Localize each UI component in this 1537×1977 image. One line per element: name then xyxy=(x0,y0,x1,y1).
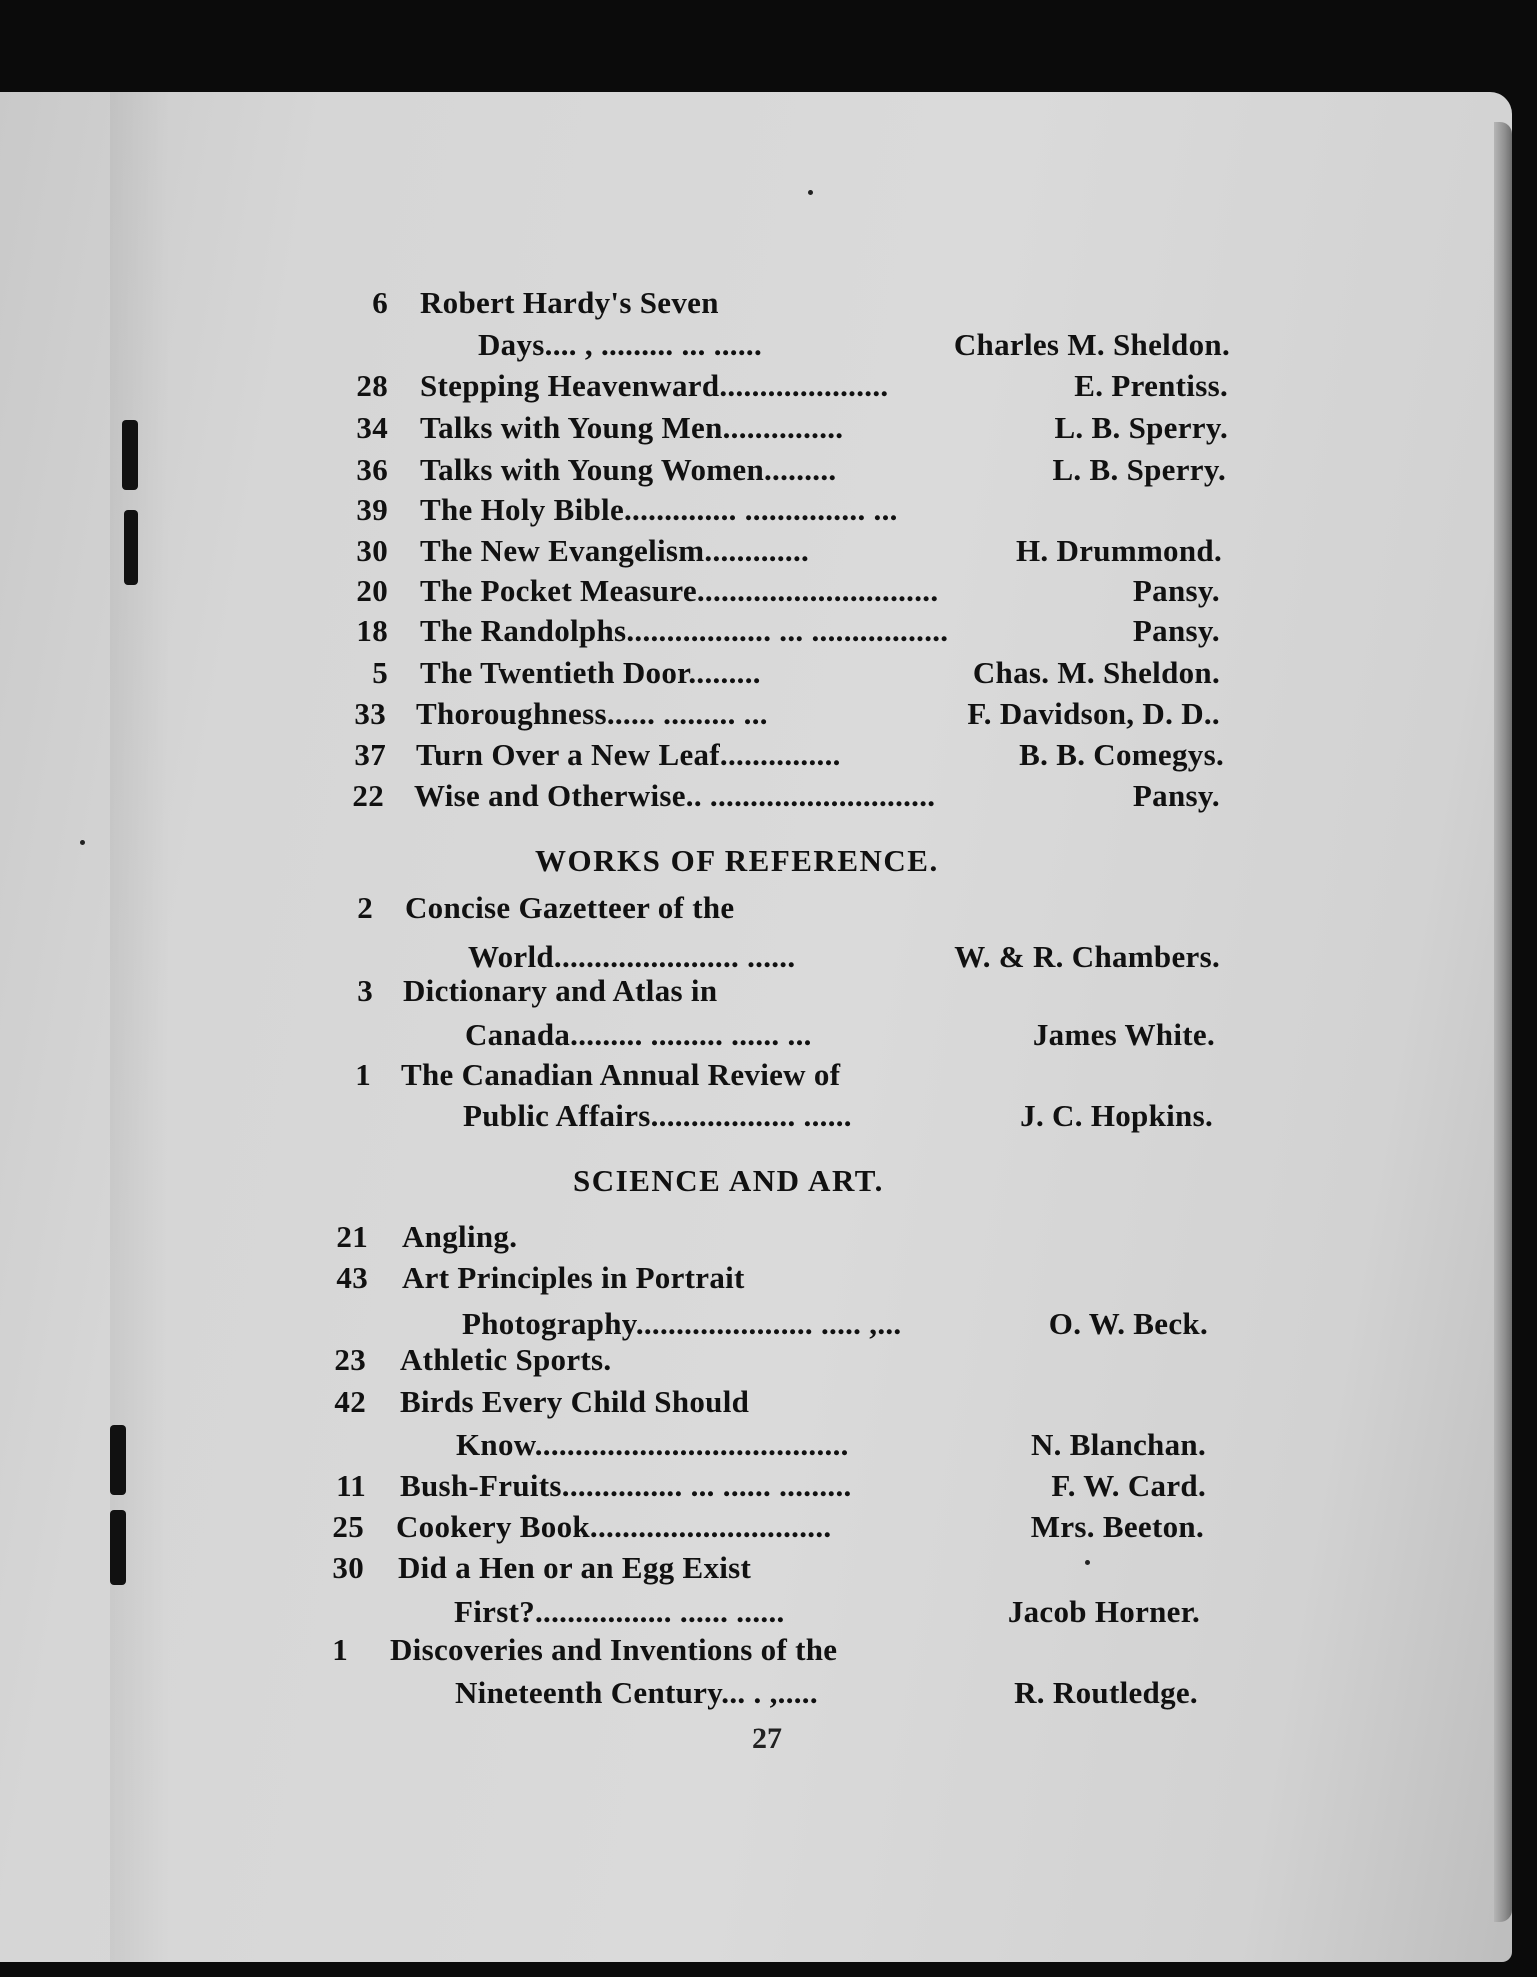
list-item xyxy=(325,890,1220,934)
entry-number: 37 xyxy=(354,737,386,772)
list-item xyxy=(340,410,1228,454)
entry-title: The Twentieth Door......... xyxy=(420,655,761,690)
entry-title: Concise Gazetteer of the xyxy=(405,890,735,925)
entry-number: 11 xyxy=(336,1468,366,1503)
entry-author: F. Davidson, D. D.. xyxy=(967,696,1220,731)
list-item xyxy=(340,327,1230,371)
binding-mark xyxy=(124,510,138,585)
entry-number: 22 xyxy=(352,778,384,813)
entry-number: 33 xyxy=(354,696,386,731)
entry-author: R. Routledge. xyxy=(1014,1675,1198,1710)
list-item xyxy=(340,368,1228,412)
entry-author: E. Prentiss. xyxy=(1074,368,1228,403)
list-item xyxy=(318,1342,1208,1386)
list-item xyxy=(316,1550,1204,1594)
list-item xyxy=(338,737,1224,781)
entry-number: 39 xyxy=(356,492,388,527)
entry-title: The Canadian Annual Review of xyxy=(401,1057,841,1092)
entry-title: Talks with Young Men............... xyxy=(420,410,844,445)
list-item xyxy=(323,1057,1215,1101)
entry-title: Cookery Book.............................. xyxy=(396,1509,832,1544)
entry-title: The Holy Bible.............. ............... ... xyxy=(420,492,898,527)
entry-title: Turn Over a New Leaf............... xyxy=(416,737,841,772)
entry-author: O. W. Beck. xyxy=(1048,1306,1208,1341)
page-number: 27 xyxy=(752,1722,782,1755)
entry-author: L. B. Sperry. xyxy=(1054,410,1228,445)
entry-number: 21 xyxy=(336,1219,368,1254)
entry-title: Stepping Heavenward..................... xyxy=(420,368,889,403)
entry-title: Photography...................... ..... ,... xyxy=(462,1306,902,1341)
entry-number: 3 xyxy=(357,973,373,1008)
entry-number: 1 xyxy=(332,1632,348,1667)
list-item xyxy=(320,1219,1208,1263)
list-item xyxy=(338,696,1220,740)
entry-author: N. Blanchan. xyxy=(1030,1427,1206,1462)
list-item xyxy=(325,973,1220,1017)
entry-title: Art Principles in Portrait xyxy=(402,1260,745,1295)
entry-title: Thoroughness...... ......... ... xyxy=(416,696,768,731)
page-edge xyxy=(1494,122,1512,1922)
entry-number: 5 xyxy=(372,655,388,690)
entry-title: Dictionary and Atlas in xyxy=(403,973,718,1008)
list-item xyxy=(318,1384,1208,1428)
entry-title: Talks with Young Women......... xyxy=(420,452,837,487)
binding-mark xyxy=(110,1510,126,1585)
entry-author: L. B. Sperry. xyxy=(1052,452,1226,487)
entry-number: 30 xyxy=(332,1550,364,1585)
speck xyxy=(808,190,813,195)
entry-title: Public Affairs.................. ...... xyxy=(463,1098,852,1133)
entry-number: 36 xyxy=(356,452,388,487)
entry-number: 6 xyxy=(372,285,388,320)
list-item xyxy=(340,533,1222,577)
binding-mark xyxy=(122,420,138,490)
entry-number: 20 xyxy=(356,573,388,608)
list-item xyxy=(340,285,1220,329)
list-item xyxy=(318,1427,1206,1471)
entry-title: The Pocket Measure.............................. xyxy=(420,573,939,608)
entry-number: 30 xyxy=(356,533,388,568)
list-item xyxy=(323,1098,1213,1142)
entry-number: 34 xyxy=(356,410,388,445)
entry-title: World....................... ...... xyxy=(468,939,796,974)
entry-title: Did a Hen or an Egg Exist xyxy=(398,1550,752,1585)
entry-title: Wise and Otherwise.. ............................ xyxy=(414,778,936,813)
entry-author: Pansy. xyxy=(1132,613,1220,648)
list-item xyxy=(340,492,1220,536)
entry-title: Robert Hardy's Seven xyxy=(420,285,719,320)
speck xyxy=(80,840,85,845)
list-item xyxy=(318,1468,1206,1512)
entry-title: Discoveries and Inventions of the xyxy=(390,1632,838,1667)
entry-author: W. & R. Chambers. xyxy=(954,939,1220,974)
entry-number: 18 xyxy=(356,613,388,648)
entry-author: Charles M. Sheldon. xyxy=(953,327,1230,362)
list-item xyxy=(340,573,1220,617)
entry-author: J. C. Hopkins. xyxy=(1020,1098,1213,1133)
entry-title: Athletic Sports. xyxy=(400,1342,612,1377)
binding-mark xyxy=(110,1425,126,1495)
entry-author: Jacob Horner. xyxy=(1007,1594,1200,1629)
list-item xyxy=(340,655,1220,699)
entry-author: Pansy. xyxy=(1132,778,1220,813)
entry-title: Know....................................... xyxy=(456,1427,849,1462)
entry-title: Days.... , ......... ... ...... xyxy=(478,327,763,362)
entry-number: 28 xyxy=(356,368,388,403)
entry-author: Pansy. xyxy=(1132,573,1220,608)
entry-author: James White. xyxy=(1032,1017,1215,1052)
entry-title: Angling. xyxy=(402,1219,518,1254)
entry-title: The New Evangelism............. xyxy=(420,533,810,568)
list-item xyxy=(300,1675,1198,1719)
entry-number: 43 xyxy=(336,1260,368,1295)
list-item xyxy=(325,1017,1215,1061)
gutter-shadow xyxy=(110,92,170,1962)
entry-author: F. W. Card. xyxy=(1051,1468,1206,1503)
entry-title: The Randolphs.................. ... ................. xyxy=(420,613,949,648)
entry-author: B. B. Comegys. xyxy=(1019,737,1224,772)
list-item xyxy=(340,613,1220,657)
entry-title: Canada......... ......... ...... ... xyxy=(465,1017,812,1052)
entry-number: 25 xyxy=(332,1509,364,1544)
list-item xyxy=(300,1632,1200,1676)
section-heading-reference: WORKS OF REFERENCE. xyxy=(535,843,939,878)
entry-number: 23 xyxy=(334,1342,366,1377)
entry-number: 42 xyxy=(334,1384,366,1419)
entry-author: Chas. M. Sheldon. xyxy=(972,655,1220,690)
list-item xyxy=(320,1260,1208,1304)
entry-title: Nineteenth Century... . ,..... xyxy=(455,1675,818,1710)
entry-number: 2 xyxy=(357,890,373,925)
entry-title: Birds Every Child Should xyxy=(400,1384,750,1419)
entry-author: Mrs. Beeton. xyxy=(1030,1509,1204,1544)
entry-number: 1 xyxy=(355,1057,371,1092)
section-heading-science: SCIENCE AND ART. xyxy=(573,1163,884,1198)
entry-title: Bush-Fruits............... ... ...... ......... xyxy=(400,1468,852,1503)
list-item xyxy=(340,452,1226,496)
list-item xyxy=(336,778,1220,822)
entry-author: H. Drummond. xyxy=(1016,533,1222,568)
list-item xyxy=(316,1509,1204,1553)
entry-title: First?................. ...... ...... xyxy=(454,1594,785,1629)
